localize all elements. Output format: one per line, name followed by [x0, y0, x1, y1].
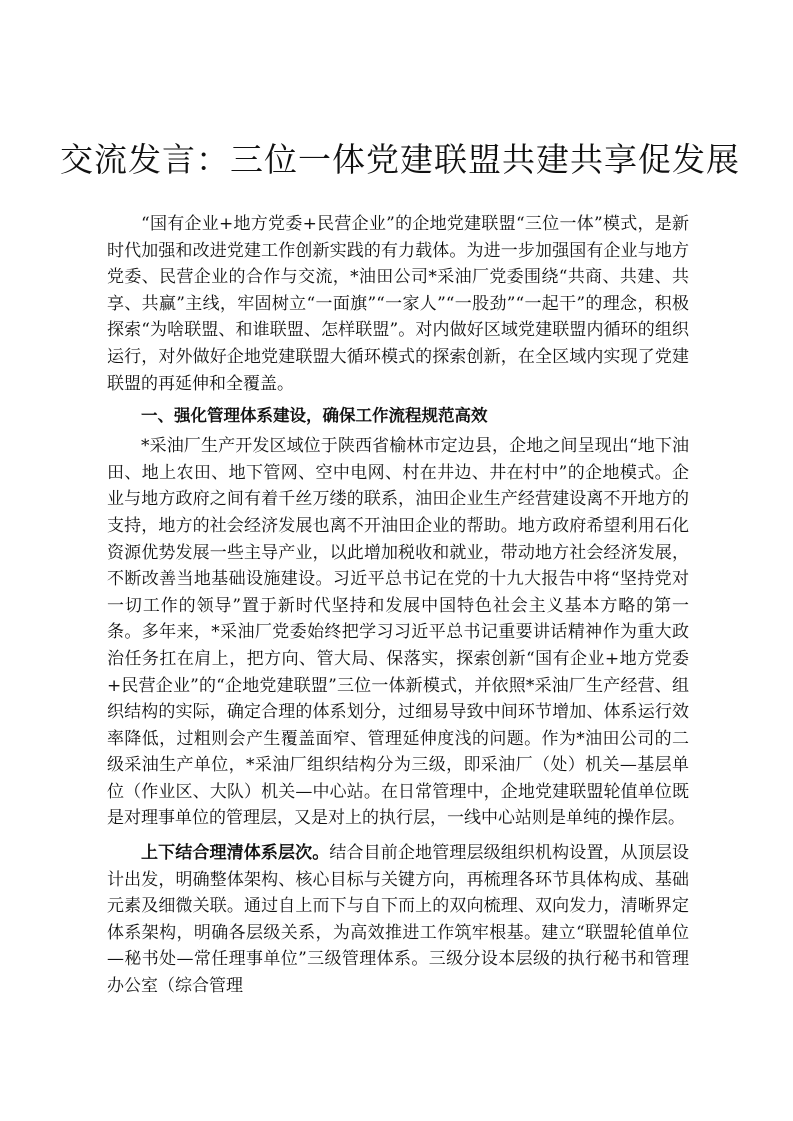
section-paragraph: *采油厂生产开发区域位于陕西省榆林市定边县，企地之间呈现出“地下油田、地上农田、地下管网、空中电网、村在井边、井在村中”的企地模式。企业与地方政府之间有着千丝万缕的联系，油田企业生产经营建设离不开地方的支持，地方的社会经济发展也离不开油田企业的帮助。地方政府希望利用石化资源优势发展一些主导产业，以此增加税收和就业，带动地方社会经济发展，不断改善当地基础设施建设。习近平总书记在党的十九大报告中将“坚持党对一切工作的领导”置于新时代坚持和发展中国特色社会主义基本方略的第一条。多年来，*采油厂党委始终把学习习近平总书记重要讲话精神作为重大政治任务扛在肩上，把方向、管大局、保落实，探索创新“国有企业+地方党委+民营企业”的“企地党建联盟”三位一体新模式，并依照*采油厂生产经营、组织结构的实际，确定合理的体系划分，过细易导致中间环节增加、体系运行效率降低，过粗则会产生覆盖面窄、管理延伸度浅的问题。作为*油田公司的二级采油生产单位，*采油厂组织结构分为三级，即采油厂（处）机关—基层单位（作业区、大队）机关—中心站。在日常管理中，企地党建联盟轮值单位既是对理事单位的管理层，又是对上的执行层，一线中心站则是单纯的操作层。 [107, 436, 689, 829]
page-title: 交流发言：三位一体党建联盟共建共享促发展 [60, 140, 740, 179]
subsection-lead: 上下结合理清体系层次。 [141, 843, 330, 864]
intro-paragraph: “国有企业+地方党委+民营企业”的企地党建联盟“三位一体”模式，是新时代加强和改进党建工作创新实践的有力载体。为进一步加强国有企业与地方党委、民营企业的合作与交流，*油田公司*采油厂党委围绕“共商、共建、共享、共赢”主线，牢固树立“一面旗”“一家人”“一股劲”“一起干”的理念，积极探索“为啥联盟、和谁联盟、怎样联盟”。对内做好区域党建联盟内循环的组织运行，对外做好企地党建联盟大循环模式的探索创新，在全区域内实现了党建联盟的再延伸和全覆盖。 [107, 214, 689, 394]
subsection-paragraph [107, 840, 689, 1000]
document-body [107, 211, 689, 1000]
subsection-text: 结合目前企地管理层级组织机构设置，从顶层设计出发，明确整体架构、核心目标与关键方向，再梳理各环节具体构成、基础元素及细微关联。通过自上而下与自下而上的双向梳理、双向发力，清晰界定体系架构，明确各层级关系，为高效推进工作筑牢根基。建立“联盟轮值单位—秘书处—常任理事单位”三级管理体系。三级分设本层级的执行秘书和管理办公室（综合管理 [107, 843, 690, 997]
section-heading: 一、强化管理体系建设，确保工作流程规范高效 [141, 406, 488, 426]
